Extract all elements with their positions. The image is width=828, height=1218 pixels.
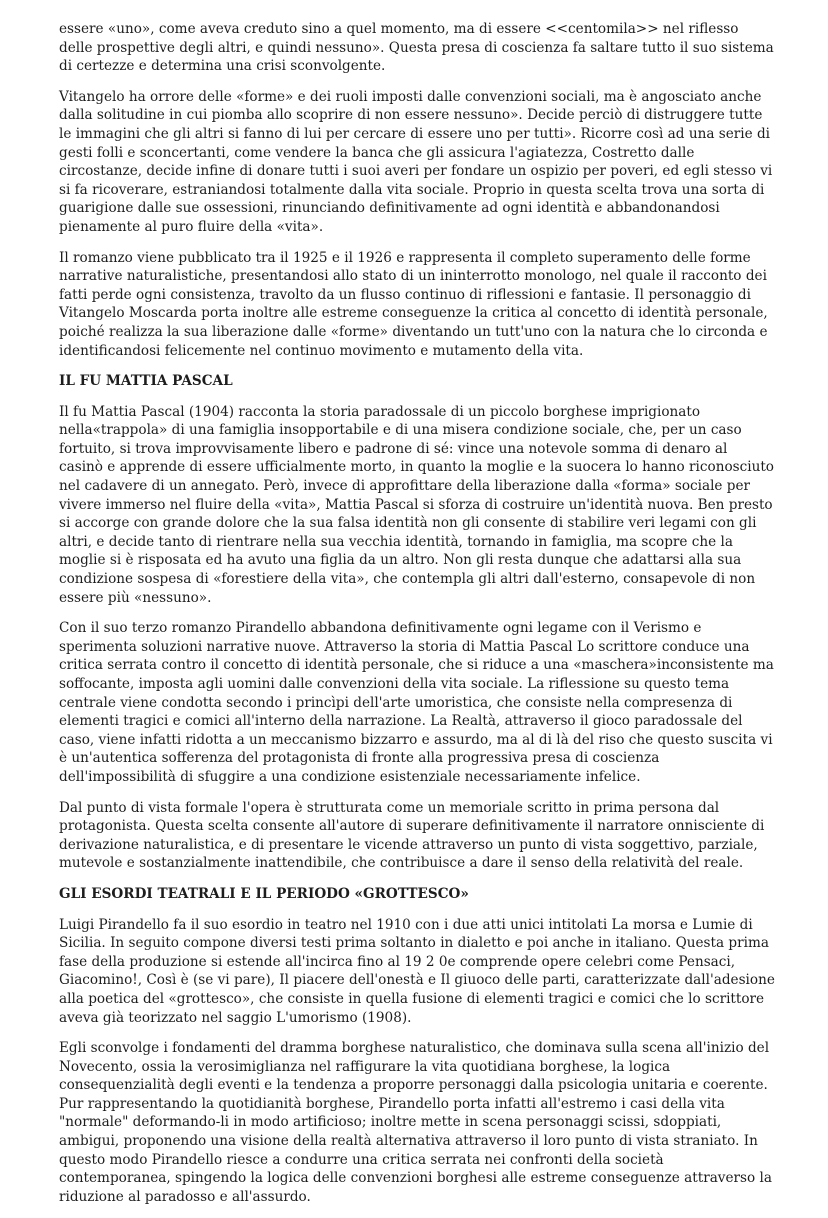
paragraph-esordio-teatro: Luigi Pirandello fa il suo esordio in teatro nel 1910 con i due atti unici intitolati La morsa e Lumie di Sicilia. In seguito compone diversi testi prima soltanto in dialetto e poi anche in italiano. Questa prima fase della produzione si estende all'incirca fino al 19 2 0e comprende opere celebri come Pensaci, Giacomino!, Così è (se vi pare), Il piacere dell'onestà e Il giuoco delle parti, caratterizzate dall'adesione alla poetica del «grottesco», che consiste in quella fusione di elementi tragici e comici che lo scrittore aveva già teorizzato nel saggio L'umorismo (1908).	[59, 916, 775, 1026]
paragraph-mattia-trama: Il fu Mattia Pascal (1904) racconta la storia paradossale di un piccolo borghese imprigionato nella«trappola» di una famiglia insopportabile e di una misera condizione sociale, che, per un caso fortuito, si trova improvvisamente libero e padrone di sé: vince una notevole somma di denaro al casinò e apprende di essere ufficialmente morto, in quanto la moglie e la suocera lo hanno riconosciuto nel cadavere di un annegato. Però, invece di approfittare della liberazione dalla «forma» sociale per vivere immerso nel fluire della «vita», Mattia Pascal si sforza di costruire un'identità nuova. Ben presto si accorge con grande dolore che la sua falsa identità non gli consente di stabilire veri legami con gli altri, e decide tanto di rientrare nella sua vecchia identità, tornando in famiglia, ma scopre che la moglie si è risposata ed ha avuto una figlia da un altro. Non gli resta dunque che adattarsi alla sua condizione sospesa di «forestiere della vita», che contempla gli altri dall'esterno, consapevole di non essere più «nessuno».	[59, 403, 774, 606]
heading-esordi-teatrali: GLI ESORDI TEATRALI E IL PERIODO «GROTTESCO»	[59, 885, 469, 902]
paragraph-vitangelo-forme: Vitangelo ha orrore delle «forme» e dei ruoli imposti dalle convenzioni sociali, ma è angosciato anche dalla solitudine in cui piomba allo scoprire di non essere nessuno». Decide perciò di distruggere tutte le immagini che gli altri si fanno di lui per cercare di essere uno per tutti». Ricorre così ad una serie di gesti folli e sconcertanti, come vendere la banca che gli assicura l'agiatezza, Costretto dalle circostanze, decide infine di donare tutti i suoi averi per fondare un ospizio per poveri, ed egli stesso vi si fa ricoverare, estraniandosi totalmente dalla vita sociale. Proprio in questa scelta trova una sorta di guarigione dalle sue ossessioni, rinunciando definitivamente ad ogni identità e abbandonandosi pienamente al puro fluire della «vita».	[59, 88, 773, 235]
paragraph-centomila: essere «uno», come aveva creduto sino a quel momento, ma di essere <<centomila>> nel riflesso delle prospettive degli altri, e quindi nessuno». Questa presa di coscienza fa saltare tutto il suo sistema di certezze e determina una crisi sconvolgente.	[59, 21, 774, 75]
document-page	[59, 20, 775, 1218]
paragraph-dramma-borghese: Egli sconvolge i fondamenti del dramma borghese naturalistico, che dominava sulla scena all'inizio del Novecento, ossia la verosimiglianza nel raffigurare la vita quotidiana borghese, la logica consequenzialità degli eventi e la tendenza a proporre personaggi dalla psicologia unitaria e coerente. Pur rappresentando la quotidianità borghese, Pirandello porta infatti all'estremo i casi della vita "normale" deformando-li in modo artificioso; inoltre mette in scena personaggi scissi, sdoppiati, ambigui, proponendo una visione della realtà alternativa attraverso il loro punto di vista straniato. In questo modo Pirandello riesce a condurre una critica serrata nei confronti della società contemporanea, spingendo la logica delle convenzioni borghesi alle estreme conseguenze attraverso la riduzione al paradosso e all'assurdo.	[59, 1040, 772, 1205]
heading-il-fu-mattia-pascal: IL FU MATTIA PASCAL	[59, 373, 233, 390]
paragraph-punto-di-vista-formale: Dal punto di vista formale l'opera è strutturata come un memoriale scritto in prima persona dal protagonista. Questa scelta consente all'autore di superare definitivamente il narratore onnisciente di derivazione naturalistica, e di presentare le vicende attraverso un punto di vista soggettivo, parziale, mutevole e sostanzialmente inattendibile, che contribuisce a dare il senso della relatività del reale.	[59, 799, 765, 872]
paragraph-terzo-romanzo: Con il suo terzo romanzo Pirandello abbandona definitivamente ogni legame con il Verismo e sperimenta soluzioni narrative nuove. Attraverso la storia di Mattia Pascal Lo scrittore conduce una critica serrata contro il concetto di identità personale, che si riduce a una «maschera»inconsistente ma soffocante, imposta agli uomini dalle convenzioni della vita sociale. La riflessione su questo tema centrale viene condotta secondo i princìpi dell'arte umoristica, che consiste nella compresenza di elementi tragici e comici all'interno della narrazione. La Realtà, attraverso il gioco paradossale del caso, viene infatti ridotta a un meccanismo bizzarro e assurdo, ma al di là del riso che questo suscita vi è un'autentica sofferenza del protagonista di fronte alla progressiva presa di coscienza dell'impossibilità di sfuggire a una condizione esistenziale necessariamente infelice.	[59, 620, 774, 785]
paragraph-romanzo-pubblicazione: Il romanzo viene pubblicato tra il 1925 e il 1926 e rappresenta il completo superamento delle forme narrative naturalistiche, presentandosi allo stato di un ininterrotto monologo, nel quale il racconto dei fatti perde ogni consistenza, travolto da un flusso continuo di riflessioni e fantasie. Il personaggio di Vitangelo Moscarda porta inoltre alle estreme conseguenze la critica al concetto di identità personale, poiché realizza la sua liberazione dalle «forme» diventando un tutt'uno con la natura che lo circonda e identificandosi felicemente nel continuo movimento e mutamento della vita.	[59, 249, 768, 359]
